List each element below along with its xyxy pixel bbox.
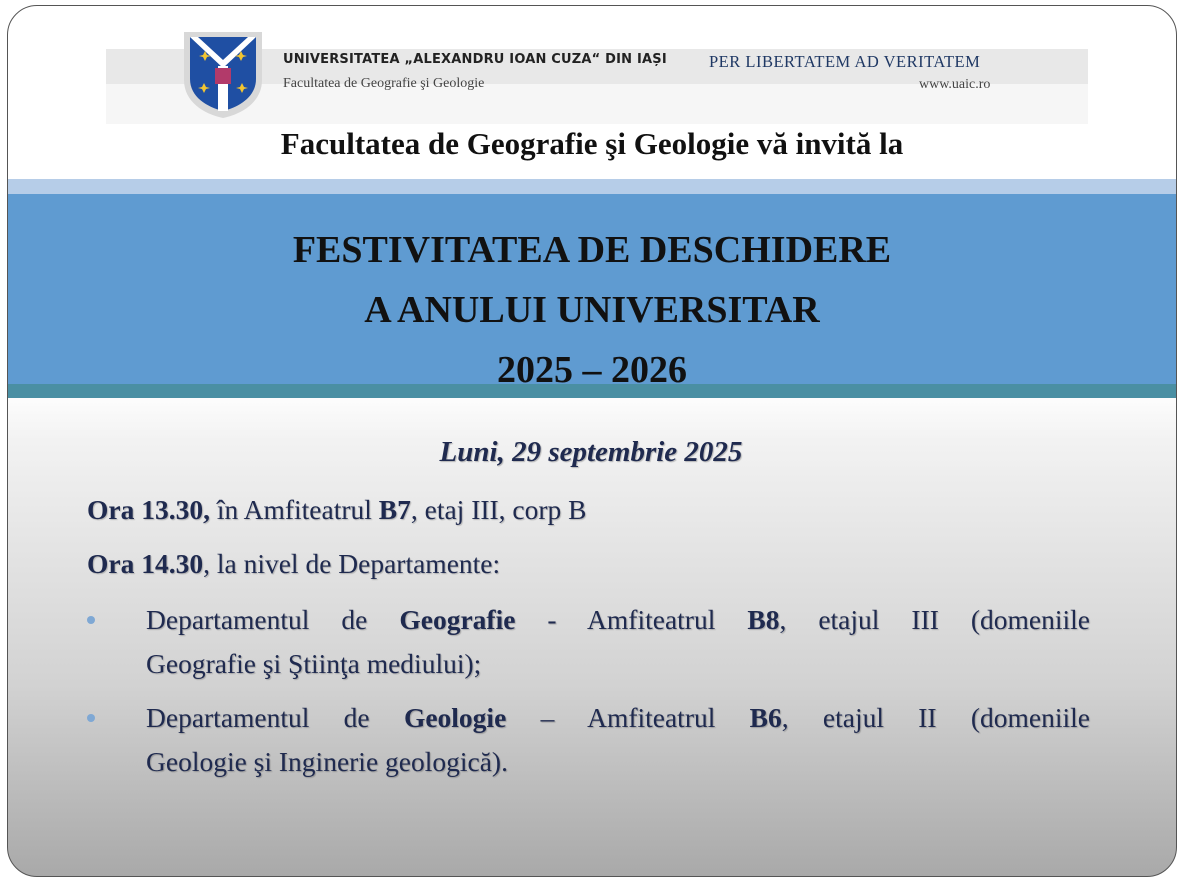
department-prefix: Departamentul de — [146, 604, 400, 635]
header-banner — [106, 20, 1088, 124]
schedule-text-rest: , etaj III, corp B — [410, 494, 587, 525]
schedule-room: B7 — [378, 494, 411, 525]
department-domains: Geologie şi Inginerie geologică). — [146, 746, 508, 777]
website-url: www.uaic.ro — [919, 77, 991, 92]
department-name: Geografie — [399, 604, 516, 635]
department-details: , etajul II (domeniile — [781, 702, 1091, 733]
university-crest-icon — [180, 28, 266, 120]
bullet-icon — [87, 714, 95, 722]
university-name: UNIVERSITATEA „ALEXANDRU IOAN CUZA“ DIN IAȘI — [283, 52, 667, 67]
band-top-stripe — [8, 179, 1176, 194]
invitation-line: Facultatea de Geografie şi Geologie vă invită la — [280, 126, 904, 161]
department-room: B6 — [749, 702, 782, 733]
title-line-3: 2025 – 2026 — [497, 349, 687, 391]
department-details: , etajul III (domeniile — [779, 604, 1091, 635]
department-mid: – Amfiteatrul — [506, 702, 750, 733]
event-date: Luni, 29 septembrie 2025 — [439, 436, 743, 468]
university-motto: PER LIBERTATEM AD VERITATEM — [709, 52, 981, 71]
title-line-1: FESTIVITATEA DE DESCHIDERE — [292, 229, 892, 271]
department-name: Geologie — [403, 702, 507, 733]
bullet-icon — [87, 616, 95, 624]
department-room: B8 — [747, 604, 780, 635]
department-prefix: Departamentul de — [146, 702, 404, 733]
schedule-item — [87, 548, 500, 580]
event-title — [8, 220, 1176, 400]
schedule-time: Ora 13.30, — [87, 494, 210, 525]
department-item — [146, 696, 1090, 784]
schedule-time: Ora 14.30 — [87, 548, 204, 579]
title-line-2: A ANULUI UNIVERSITAR — [364, 289, 820, 331]
schedule-text: , la nivel de Departamente: — [203, 548, 501, 579]
department-domains: Geografie şi Ştiinţa mediului); — [146, 648, 482, 679]
faculty-name: Facultatea de Geografie şi Geologie — [283, 76, 485, 91]
schedule-text: în Amfiteatrul — [209, 494, 379, 525]
department-mid: - Amfiteatrul — [515, 604, 748, 635]
schedule-item — [87, 494, 587, 526]
department-item — [146, 598, 1090, 686]
